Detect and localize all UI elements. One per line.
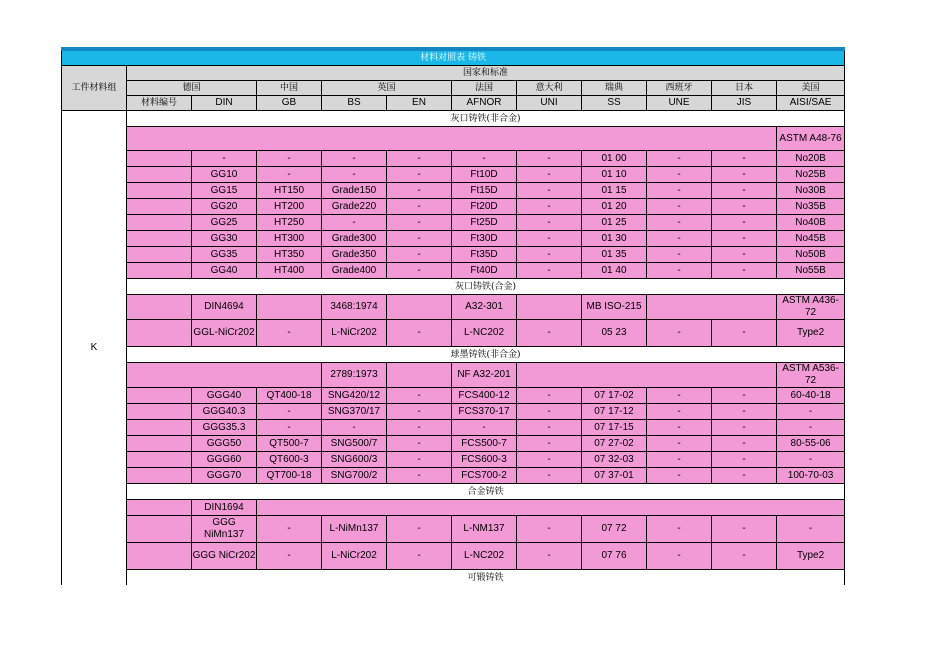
standard-ss: MB ISO-215	[582, 295, 647, 320]
standard-aisi: ASTM A536-72	[777, 363, 845, 388]
cell-jis: -	[712, 452, 777, 468]
cell-aisi: 100-70-03	[777, 468, 845, 484]
standard-blank-cell	[127, 363, 322, 388]
cell-ss: 01 20	[582, 199, 647, 215]
cell-une: -	[647, 183, 712, 199]
cell-ss: 07 76	[582, 543, 647, 570]
section-row	[62, 347, 845, 363]
table-row	[62, 420, 845, 436]
cell-gb: QT500-7	[257, 436, 322, 452]
cell-din: GGL-NiCr202	[192, 320, 257, 347]
cell-din: GGG60	[192, 452, 257, 468]
cell-gb: HT250	[257, 215, 322, 231]
country-germany: 德国	[127, 81, 257, 96]
column-header-bs: BS	[322, 96, 387, 111]
table-row	[62, 452, 845, 468]
cell-gb: HT400	[257, 263, 322, 279]
cell-uni: -	[517, 320, 582, 347]
cell-une: -	[647, 452, 712, 468]
standard-afnor: NF A32-201	[452, 363, 517, 388]
cell-une: -	[647, 516, 712, 543]
column-header-en: EN	[387, 96, 452, 111]
cell-ss: 07 37-01	[582, 468, 647, 484]
column-header-afnor: AFNOR	[452, 96, 517, 111]
cell-gb: -	[257, 516, 322, 543]
cell-uni: -	[517, 199, 582, 215]
cell-bs: L-NiMn137	[322, 516, 387, 543]
cell-aisi: No40B	[777, 215, 845, 231]
cell-din: GG35	[192, 247, 257, 263]
material-comparison-table	[61, 47, 845, 585]
column-header-material-no: 材料编号	[127, 96, 192, 111]
cell-une: -	[647, 543, 712, 570]
cell-en: -	[387, 404, 452, 420]
cell-din: GG15	[192, 183, 257, 199]
cell-ss: 07 17-15	[582, 420, 647, 436]
cell-din: GGG NiCr202	[192, 543, 257, 570]
material-group-cell: K	[62, 111, 127, 586]
country-spain: 西班牙	[647, 81, 712, 96]
cell-ss: 07 72	[582, 516, 647, 543]
cell-ss: 01 00	[582, 151, 647, 167]
cell-une: -	[647, 247, 712, 263]
cell-uni: -	[517, 420, 582, 436]
cell-gb: -	[257, 151, 322, 167]
cell-jis: -	[712, 199, 777, 215]
standard-blank-cell	[387, 295, 452, 320]
cell-une: -	[647, 388, 712, 404]
cell-afnor: FCS500-7	[452, 436, 517, 452]
cell-din: GG40	[192, 263, 257, 279]
cell-bs: -	[322, 420, 387, 436]
cell-une: -	[647, 436, 712, 452]
standard-blank-cell	[517, 295, 582, 320]
cell-din: GG20	[192, 199, 257, 215]
cell-material-no	[127, 452, 192, 468]
cell-jis: -	[712, 151, 777, 167]
standard-row	[62, 500, 845, 516]
cell-bs: L-NiCr202	[322, 320, 387, 347]
cell-bs: SNG500/7	[322, 436, 387, 452]
cell-en: -	[387, 516, 452, 543]
cell-en: -	[387, 320, 452, 347]
column-header-gb: GB	[257, 96, 322, 111]
cell-din: -	[192, 151, 257, 167]
cell-en: -	[387, 215, 452, 231]
cell-jis: -	[712, 420, 777, 436]
cell-en: -	[387, 167, 452, 183]
cell-uni: -	[517, 247, 582, 263]
cell-bs: SNG600/3	[322, 452, 387, 468]
cell-material-no	[127, 468, 192, 484]
table-row	[62, 543, 845, 570]
section-row	[62, 111, 845, 127]
table-row	[62, 167, 845, 183]
cell-gb: -	[257, 167, 322, 183]
cell-jis: -	[712, 183, 777, 199]
standard-aisi: ASTM A436-72	[777, 295, 845, 320]
cell-en: -	[387, 263, 452, 279]
cell-ss: 01 30	[582, 231, 647, 247]
cell-aisi: No35B	[777, 199, 845, 215]
column-header-jis: JIS	[712, 96, 777, 111]
cell-jis: -	[712, 388, 777, 404]
cell-aisi: No30B	[777, 183, 845, 199]
column-header-une: UNE	[647, 96, 712, 111]
cell-gb: QT700-18	[257, 468, 322, 484]
cell-material-no	[127, 199, 192, 215]
standard-blank-cell	[387, 363, 452, 388]
cell-afnor: Ft15D	[452, 183, 517, 199]
cell-din: GG25	[192, 215, 257, 231]
cell-en: -	[387, 468, 452, 484]
cell-gb: QT400-18	[257, 388, 322, 404]
cell-gb: QT600-3	[257, 452, 322, 468]
country-japan: 日本	[712, 81, 777, 96]
cell-ss: 01 35	[582, 247, 647, 263]
cell-en: -	[387, 151, 452, 167]
cell-jis: -	[712, 320, 777, 347]
cell-aisi: No55B	[777, 263, 845, 279]
table-row	[62, 263, 845, 279]
table-row	[62, 151, 845, 167]
cell-bs: L-NiCr202	[322, 543, 387, 570]
cell-aisi: -	[777, 404, 845, 420]
cell-une: -	[647, 199, 712, 215]
cell-uni: -	[517, 516, 582, 543]
title-row	[62, 49, 845, 66]
section-title: 灰口铸铁(合金)	[127, 279, 845, 295]
cell-gb: HT200	[257, 199, 322, 215]
header-row-countries	[62, 81, 845, 96]
header-row-standards	[62, 66, 845, 81]
cell-bs: Grade150	[322, 183, 387, 199]
cell-afnor: -	[452, 420, 517, 436]
cell-uni: -	[517, 263, 582, 279]
cell-uni: -	[517, 151, 582, 167]
cell-aisi: 80-55-06	[777, 436, 845, 452]
table-row	[62, 516, 845, 543]
cell-material-no	[127, 436, 192, 452]
cell-afnor: Ft30D	[452, 231, 517, 247]
cell-bs: Grade400	[322, 263, 387, 279]
cell-din: GG10	[192, 167, 257, 183]
cell-afnor: FCS400-12	[452, 388, 517, 404]
table-row	[62, 231, 845, 247]
standards-header: 国家和标准	[127, 66, 845, 81]
cell-uni: -	[517, 388, 582, 404]
section-gray-nonalloy: 灰口铸铁(非合金)	[127, 111, 845, 127]
cell-afnor: -	[452, 151, 517, 167]
cell-bs: SNG700/2	[322, 468, 387, 484]
cell-bs: -	[322, 167, 387, 183]
section-row	[62, 484, 845, 500]
section-title: 球墨铸铁(非合金)	[127, 347, 845, 363]
cell-material-no	[127, 404, 192, 420]
group-column-header: 工件材料组	[62, 66, 127, 111]
country-usa: 美国	[777, 81, 845, 96]
cell-en: -	[387, 420, 452, 436]
cell-jis: -	[712, 215, 777, 231]
cell-material-no	[127, 151, 192, 167]
cell-din: GGG40	[192, 388, 257, 404]
table-row	[62, 404, 845, 420]
cell-ss: 07 17-12	[582, 404, 647, 420]
cell-material-no	[127, 215, 192, 231]
cell-en: -	[387, 199, 452, 215]
cell-afnor: Ft20D	[452, 199, 517, 215]
standard-aisi: ASTM A48-76	[777, 127, 845, 151]
cell-jis: -	[712, 167, 777, 183]
cell-afnor: L-NC202	[452, 320, 517, 347]
cell-une: -	[647, 320, 712, 347]
column-header-ss: SS	[582, 96, 647, 111]
cell-une: -	[647, 151, 712, 167]
cell-aisi: -	[777, 516, 845, 543]
cell-jis: -	[712, 263, 777, 279]
standard-blank-cell	[517, 363, 777, 388]
cell-din: GGG40.3	[192, 404, 257, 420]
cell-en: -	[387, 436, 452, 452]
cell-uni: -	[517, 167, 582, 183]
cell-aisi: -	[777, 420, 845, 436]
cell-en: -	[387, 452, 452, 468]
sheet-title: 材料对照表 铸铁	[62, 49, 845, 66]
cell-material-no	[127, 183, 192, 199]
cell-aisi: -	[777, 452, 845, 468]
cell-en: -	[387, 183, 452, 199]
cell-din: GGG70	[192, 468, 257, 484]
column-header-aisi: AISI/SAE	[777, 96, 845, 111]
cell-jis: -	[712, 247, 777, 263]
cell-jis: -	[712, 543, 777, 570]
cell-bs: SNG420/12	[322, 388, 387, 404]
cell-material-no	[127, 247, 192, 263]
cell-ss: 01 15	[582, 183, 647, 199]
cell-une: -	[647, 215, 712, 231]
cell-material-no	[127, 420, 192, 436]
cell-bs: Grade350	[322, 247, 387, 263]
cell-jis: -	[712, 516, 777, 543]
cell-ss: 05 23	[582, 320, 647, 347]
cell-gb: HT300	[257, 231, 322, 247]
cell-gb: -	[257, 320, 322, 347]
cell-en: -	[387, 231, 452, 247]
cell-uni: -	[517, 436, 582, 452]
table-row	[62, 247, 845, 263]
cell-material-no	[127, 320, 192, 347]
cell-din: GGG50	[192, 436, 257, 452]
standard-row	[62, 363, 845, 388]
cell-jis: -	[712, 436, 777, 452]
cell-bs: Grade220	[322, 199, 387, 215]
standard-blank-cell	[257, 295, 322, 320]
cell-gb: -	[257, 420, 322, 436]
cell-gb: HT150	[257, 183, 322, 199]
cell-ss: 01 10	[582, 167, 647, 183]
country-sweden: 瑞典	[582, 81, 647, 96]
cell-afnor: L-NM137	[452, 516, 517, 543]
cell-ss: 07 17-02	[582, 388, 647, 404]
section-row	[62, 570, 845, 586]
standard-bs: 2789:1973	[322, 363, 387, 388]
section-row	[62, 279, 845, 295]
standard-afnor: A32-301	[452, 295, 517, 320]
table-row	[62, 468, 845, 484]
cell-material-no	[127, 516, 192, 543]
standard-blank-cell	[647, 295, 777, 320]
cell-ss: 01 25	[582, 215, 647, 231]
standard-din: DIN4694	[192, 295, 257, 320]
cell-uni: -	[517, 231, 582, 247]
cell-gb: -	[257, 404, 322, 420]
cell-une: -	[647, 420, 712, 436]
section-title: 合金铸铁	[127, 484, 845, 500]
cell-afnor: Ft40D	[452, 263, 517, 279]
cell-material-no	[127, 231, 192, 247]
table-row	[62, 183, 845, 199]
table-row	[62, 215, 845, 231]
table-row	[62, 388, 845, 404]
cell-jis: -	[712, 468, 777, 484]
cell-uni: -	[517, 468, 582, 484]
cell-ss: 07 32-03	[582, 452, 647, 468]
cell-bs: -	[322, 215, 387, 231]
cell-afnor: L-NC202	[452, 543, 517, 570]
cell-material-no	[127, 388, 192, 404]
cell-din: GGG35.3	[192, 420, 257, 436]
cell-gb: HT350	[257, 247, 322, 263]
cell-ss: 01 40	[582, 263, 647, 279]
cell-aisi: No25B	[777, 167, 845, 183]
cell-une: -	[647, 404, 712, 420]
cell-en: -	[387, 543, 452, 570]
standard-row-gray	[62, 127, 845, 151]
standard-din: DIN1694	[192, 500, 257, 516]
table-body	[62, 49, 845, 585]
standard-blank-cell	[257, 500, 845, 516]
header-row-columns	[62, 96, 845, 111]
cell-aisi: Type2	[777, 543, 845, 570]
section-title: 可锻铸铁	[127, 570, 845, 586]
cell-en: -	[387, 247, 452, 263]
cell-une: -	[647, 167, 712, 183]
cell-bs: Grade300	[322, 231, 387, 247]
cell-jis: -	[712, 404, 777, 420]
cell-afnor: Ft35D	[452, 247, 517, 263]
cell-uni: -	[517, 452, 582, 468]
cell-uni: -	[517, 543, 582, 570]
cell-jis: -	[712, 231, 777, 247]
cell-din: GG30	[192, 231, 257, 247]
standard-blank-cell	[127, 500, 192, 516]
cell-aisi: 60-40-18	[777, 388, 845, 404]
cell-en: -	[387, 388, 452, 404]
cell-gb: -	[257, 543, 322, 570]
cell-din: GGG NiMn137	[192, 516, 257, 543]
cell-une: -	[647, 468, 712, 484]
country-italy: 意大利	[517, 81, 582, 96]
cell-aisi: Type2	[777, 320, 845, 347]
cell-aisi: No20B	[777, 151, 845, 167]
cell-ss: 07 27-02	[582, 436, 647, 452]
standard-row	[62, 295, 845, 320]
standard-blank-cell	[127, 127, 777, 151]
cell-material-no	[127, 167, 192, 183]
cell-bs: -	[322, 151, 387, 167]
cell-afnor: FCS370-17	[452, 404, 517, 420]
cell-afnor: Ft10D	[452, 167, 517, 183]
cell-afnor: Ft25D	[452, 215, 517, 231]
table-row	[62, 320, 845, 347]
cell-uni: -	[517, 404, 582, 420]
cell-afnor: FCS600-3	[452, 452, 517, 468]
column-header-uni: UNI	[517, 96, 582, 111]
country-france: 法国	[452, 81, 517, 96]
country-uk: 英国	[322, 81, 452, 96]
cell-bs: SNG370/17	[322, 404, 387, 420]
country-china: 中国	[257, 81, 322, 96]
table-row	[62, 199, 845, 215]
cell-material-no	[127, 543, 192, 570]
cell-une: -	[647, 263, 712, 279]
standard-bs: 3468:1974	[322, 295, 387, 320]
cell-material-no	[127, 263, 192, 279]
table-row	[62, 436, 845, 452]
column-header-din: DIN	[192, 96, 257, 111]
standard-blank-cell	[127, 295, 192, 320]
cell-uni: -	[517, 215, 582, 231]
cell-aisi: No45B	[777, 231, 845, 247]
cell-une: -	[647, 231, 712, 247]
cell-aisi: No50B	[777, 247, 845, 263]
cell-uni: -	[517, 183, 582, 199]
cell-afnor: FCS700-2	[452, 468, 517, 484]
